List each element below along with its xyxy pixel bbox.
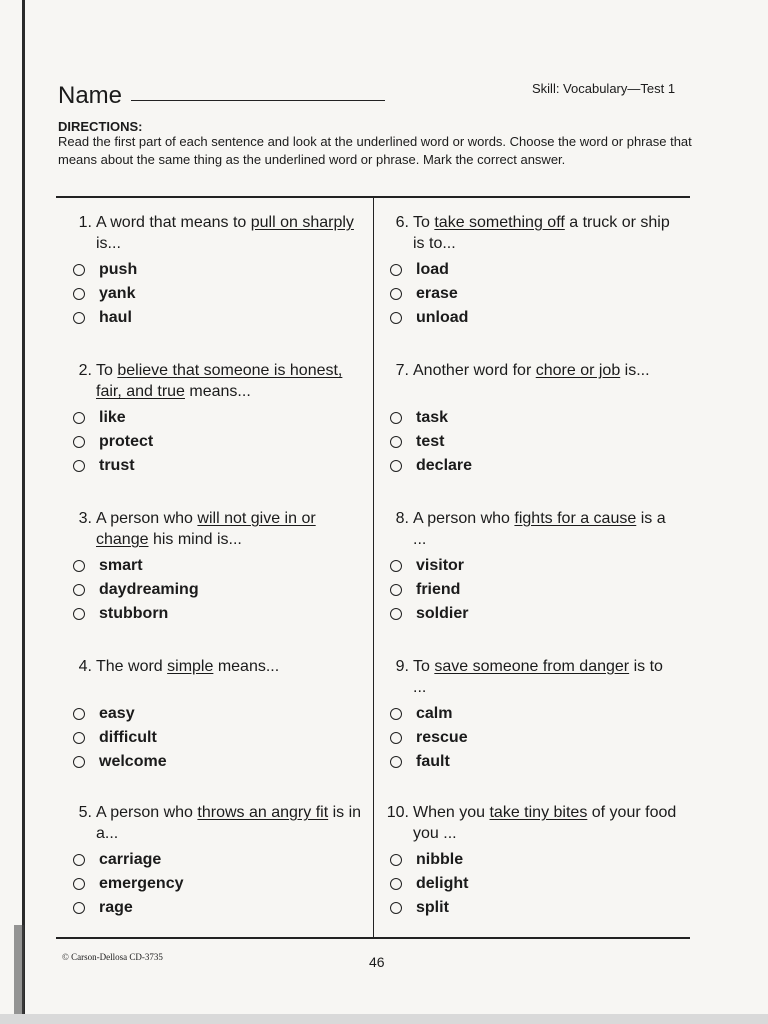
question-9 [379, 656, 679, 774]
underlined-phrase: will not give in or change [96, 510, 316, 548]
question-4 [62, 656, 362, 774]
question-8 [379, 508, 679, 626]
question-number: 8. [395, 510, 409, 527]
answer-bubble-icon[interactable] [390, 902, 402, 914]
answer-option[interactable]: carriage [62, 848, 362, 872]
answer-bubble-icon[interactable] [73, 560, 85, 572]
answer-option[interactable]: rescue [379, 726, 679, 750]
question-5 [62, 802, 362, 920]
answer-option[interactable]: test [379, 430, 679, 454]
page-binding-shadow [14, 925, 24, 1024]
question-stem: 2. To believe that someone is honest, fair, and true means... [62, 360, 362, 402]
answer-options [379, 406, 679, 478]
directions-text: Read the first part of each sentence and look at the underlined word or words. Choose the word or phrase that means about the same thing as the underlined word or phrase. Mark the correct answer. [58, 134, 692, 167]
page-bottom-edge [0, 1014, 768, 1024]
answer-bubble-icon[interactable] [390, 878, 402, 890]
question-2 [62, 360, 362, 478]
skill-label: Skill: Vocabulary—Test 1 [532, 81, 676, 96]
page-number: 46 [369, 954, 385, 970]
question-number: 5. [78, 804, 92, 821]
question-10 [379, 802, 679, 920]
answer-options [62, 406, 362, 478]
answer-option[interactable]: like [62, 406, 362, 430]
answer-options [62, 702, 362, 774]
page-binding-edge [22, 0, 25, 1024]
underlined-phrase: believe that someone is honest, fair, and true [96, 362, 343, 400]
answer-bubble-icon[interactable] [390, 412, 402, 424]
answer-bubble-icon[interactable] [73, 878, 85, 890]
question-frame [56, 196, 690, 939]
answer-option[interactable]: emergency [62, 872, 362, 896]
answer-option[interactable]: welcome [62, 750, 362, 774]
question-1 [62, 212, 362, 330]
answer-options [379, 554, 679, 626]
underlined-phrase: take something off [434, 214, 565, 231]
answer-option[interactable]: unload [379, 306, 679, 330]
answer-option[interactable]: split [379, 896, 679, 920]
answer-option[interactable]: fault [379, 750, 679, 774]
underlined-phrase: throws an angry fit [197, 804, 329, 821]
answer-bubble-icon[interactable] [390, 854, 402, 866]
answer-bubble-icon[interactable] [390, 560, 402, 572]
answer-bubble-icon[interactable] [390, 584, 402, 596]
underlined-phrase: simple [167, 658, 214, 675]
question-stem: 8. A person who fights for a cause is a ... [379, 508, 679, 550]
copyright-credit: © Carson-Dellosa CD-3735 [62, 952, 163, 962]
answer-bubble-icon[interactable] [73, 460, 85, 472]
answer-bubble-icon[interactable] [390, 312, 402, 324]
answer-bubble-icon[interactable] [390, 732, 402, 744]
frame-bottom-rule [56, 937, 690, 939]
column-divider [373, 196, 374, 939]
answer-bubble-icon[interactable] [73, 608, 85, 620]
question-stem: 7. Another word for chore or job is... [379, 360, 679, 381]
question-3 [62, 508, 362, 626]
underlined-phrase: chore or job [535, 362, 621, 379]
answer-option[interactable]: smart [62, 554, 362, 578]
answer-bubble-icon[interactable] [73, 854, 85, 866]
answer-option[interactable]: friend [379, 578, 679, 602]
question-stem: 9. To save someone from danger is to ... [379, 656, 679, 698]
answer-bubble-icon[interactable] [73, 902, 85, 914]
question-stem: 4. The word simple means... [62, 656, 362, 677]
question-stem: 3. A person who will not give in or change his mind is... [62, 508, 362, 550]
answer-bubble-icon[interactable] [390, 288, 402, 300]
answer-bubble-icon[interactable] [73, 436, 85, 448]
directions-title: DIRECTIONS: [58, 119, 143, 134]
answer-option[interactable]: erase [379, 282, 679, 306]
underlined-phrase: fights for a cause [514, 510, 637, 527]
answer-option[interactable]: haul [62, 306, 362, 330]
answer-bubble-icon[interactable] [73, 584, 85, 596]
answer-bubble-icon[interactable] [73, 708, 85, 720]
answer-option[interactable]: push [62, 258, 362, 282]
question-number: 10. [386, 804, 409, 821]
question-stem: 5. A person who throws an angry fit is in a... [62, 802, 362, 844]
answer-bubble-icon[interactable] [390, 460, 402, 472]
answer-options [379, 848, 679, 920]
answer-bubble-icon[interactable] [390, 608, 402, 620]
question-number: 6. [395, 214, 409, 231]
answer-option[interactable]: declare [379, 454, 679, 478]
answer-option[interactable]: rage [62, 896, 362, 920]
answer-option[interactable]: stubborn [62, 602, 362, 626]
answer-options [62, 848, 362, 920]
answer-option[interactable]: yank [62, 282, 362, 306]
underlined-phrase: pull on sharply [250, 214, 354, 231]
answer-option[interactable]: task [379, 406, 679, 430]
answer-options [62, 258, 362, 330]
answer-option[interactable]: nibble [379, 848, 679, 872]
answer-option[interactable]: calm [379, 702, 679, 726]
question-number: 2. [78, 362, 92, 379]
answer-options [62, 554, 362, 626]
answer-bubble-icon[interactable] [73, 264, 85, 276]
answer-option[interactable]: soldier [379, 602, 679, 626]
answer-bubble-icon[interactable] [73, 732, 85, 744]
question-number: 9. [395, 658, 409, 675]
answer-option[interactable]: easy [62, 702, 362, 726]
question-stem: 10. When you take tiny bites of your food you ... [379, 802, 679, 844]
question-number: 3. [78, 510, 92, 527]
answer-options [379, 258, 679, 330]
answer-option[interactable]: visitor [379, 554, 679, 578]
answer-bubble-icon[interactable] [73, 412, 85, 424]
question-number: 4. [78, 658, 92, 675]
answer-bubble-icon[interactable] [390, 708, 402, 720]
answer-bubble-icon[interactable] [390, 436, 402, 448]
answer-bubble-icon[interactable] [73, 288, 85, 300]
name-field[interactable] [131, 100, 385, 101]
answer-option[interactable]: trust [62, 454, 362, 478]
question-6 [379, 212, 679, 330]
answer-bubble-icon[interactable] [73, 756, 85, 768]
question-7 [379, 360, 679, 478]
name-label: Name [58, 82, 123, 109]
answer-bubble-icon[interactable] [390, 756, 402, 768]
answer-option[interactable]: load [379, 258, 679, 282]
answer-bubble-icon[interactable] [390, 264, 402, 276]
answer-option[interactable]: difficult [62, 726, 362, 750]
question-number: 7. [395, 362, 409, 379]
answer-option[interactable]: protect [62, 430, 362, 454]
answer-bubble-icon[interactable] [73, 312, 85, 324]
answer-option[interactable]: delight [379, 872, 679, 896]
underlined-phrase: take tiny bites [489, 804, 588, 821]
answer-options [379, 702, 679, 774]
underlined-phrase: save someone from danger [434, 658, 630, 675]
question-stem: 1. A word that means to pull on sharply is... [62, 212, 362, 254]
question-number: 1. [78, 214, 92, 231]
answer-option[interactable]: daydreaming [62, 578, 362, 602]
question-stem: 6. To take something off a truck or ship is to... [379, 212, 679, 254]
